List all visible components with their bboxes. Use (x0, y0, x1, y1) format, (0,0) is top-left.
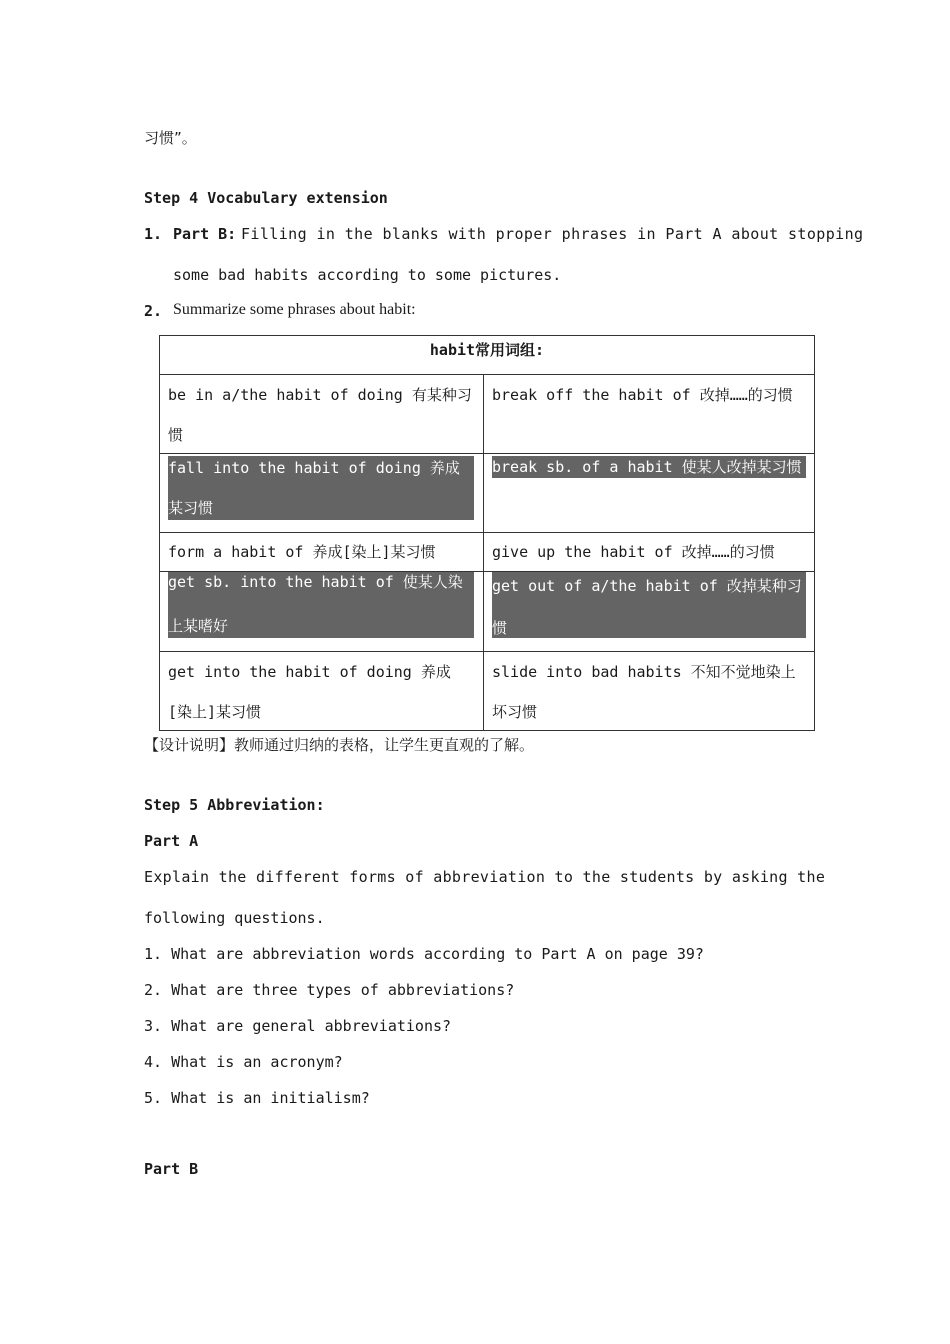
step4-item2-number: 2. (144, 302, 163, 320)
part-a-intro: Explain the different forms of abbreviation to the students by asking the (144, 868, 826, 886)
table-title: habit常用词组: (429, 341, 545, 359)
continuation-text: 习惯”。 (144, 129, 197, 147)
table-cell-right: give up the habit of 改掉……的习惯 (492, 543, 775, 561)
question-item: 1. What are abbreviation words according to Part A on page 39? (144, 945, 704, 963)
step4-item1-number: 1. (144, 225, 163, 243)
table-cell-right: break off the habit of 改掉……的习惯 (492, 386, 793, 404)
habit-phrases-table (159, 335, 815, 731)
question-item: 3. What are general abbreviations? (144, 1017, 452, 1035)
table-cell-text: get out of a/the habit of 改掉某种习惯 (492, 577, 802, 637)
question-item: 4. What is an acronym? (144, 1053, 343, 1071)
step4-item1-label: Part B: (173, 225, 237, 243)
step4-heading: Step 4 Vocabulary extension (144, 189, 388, 207)
table-cell-left-highlighted (168, 572, 474, 638)
part-b-heading: Part B (144, 1160, 199, 1178)
design-note: 【设计说明】教师通过归纳的表格，让学生更直观的了解。 (144, 736, 535, 754)
step4-item1-text-cont: some bad habits according to some pictures. (173, 266, 562, 284)
column-divider (483, 375, 484, 730)
step4-item1-text: Filling in the blanks with proper phrases in Part A about stopping (241, 225, 864, 243)
question-item: 5. What is an initialism? (144, 1089, 370, 1107)
table-cell-text: fall into the habit of doing 养成某习惯 (168, 459, 460, 517)
table-cell-left-highlighted (168, 456, 474, 520)
part-a-heading: Part A (144, 832, 199, 850)
question-item: 2. What are three types of abbreviations? (144, 981, 515, 999)
step4-item2-text: Summarize some phrases about habit: (173, 301, 416, 318)
table-cell-text: get sb. into the habit of 使某人染上某嗜好 (168, 573, 463, 635)
table-cell-right-highlighted (492, 572, 806, 638)
table-cell-right: slide into bad habits 不知不觉地染上坏习惯 (492, 663, 796, 721)
part-a-intro-cont: following questions. (144, 909, 325, 927)
table-cell-left: form a habit of 养成[染上]某习惯 (168, 543, 436, 561)
table-cell-left: get into the habit of doing 养成[染上]某习惯 (168, 663, 451, 721)
step5-heading: Step 5 Abbreviation: (144, 796, 325, 814)
table-cell-left: be in a/the habit of doing 有某种习惯 (168, 386, 472, 444)
table-cell-right-highlighted: break sb. of a habit 使某人改掉某习惯 (492, 456, 806, 478)
